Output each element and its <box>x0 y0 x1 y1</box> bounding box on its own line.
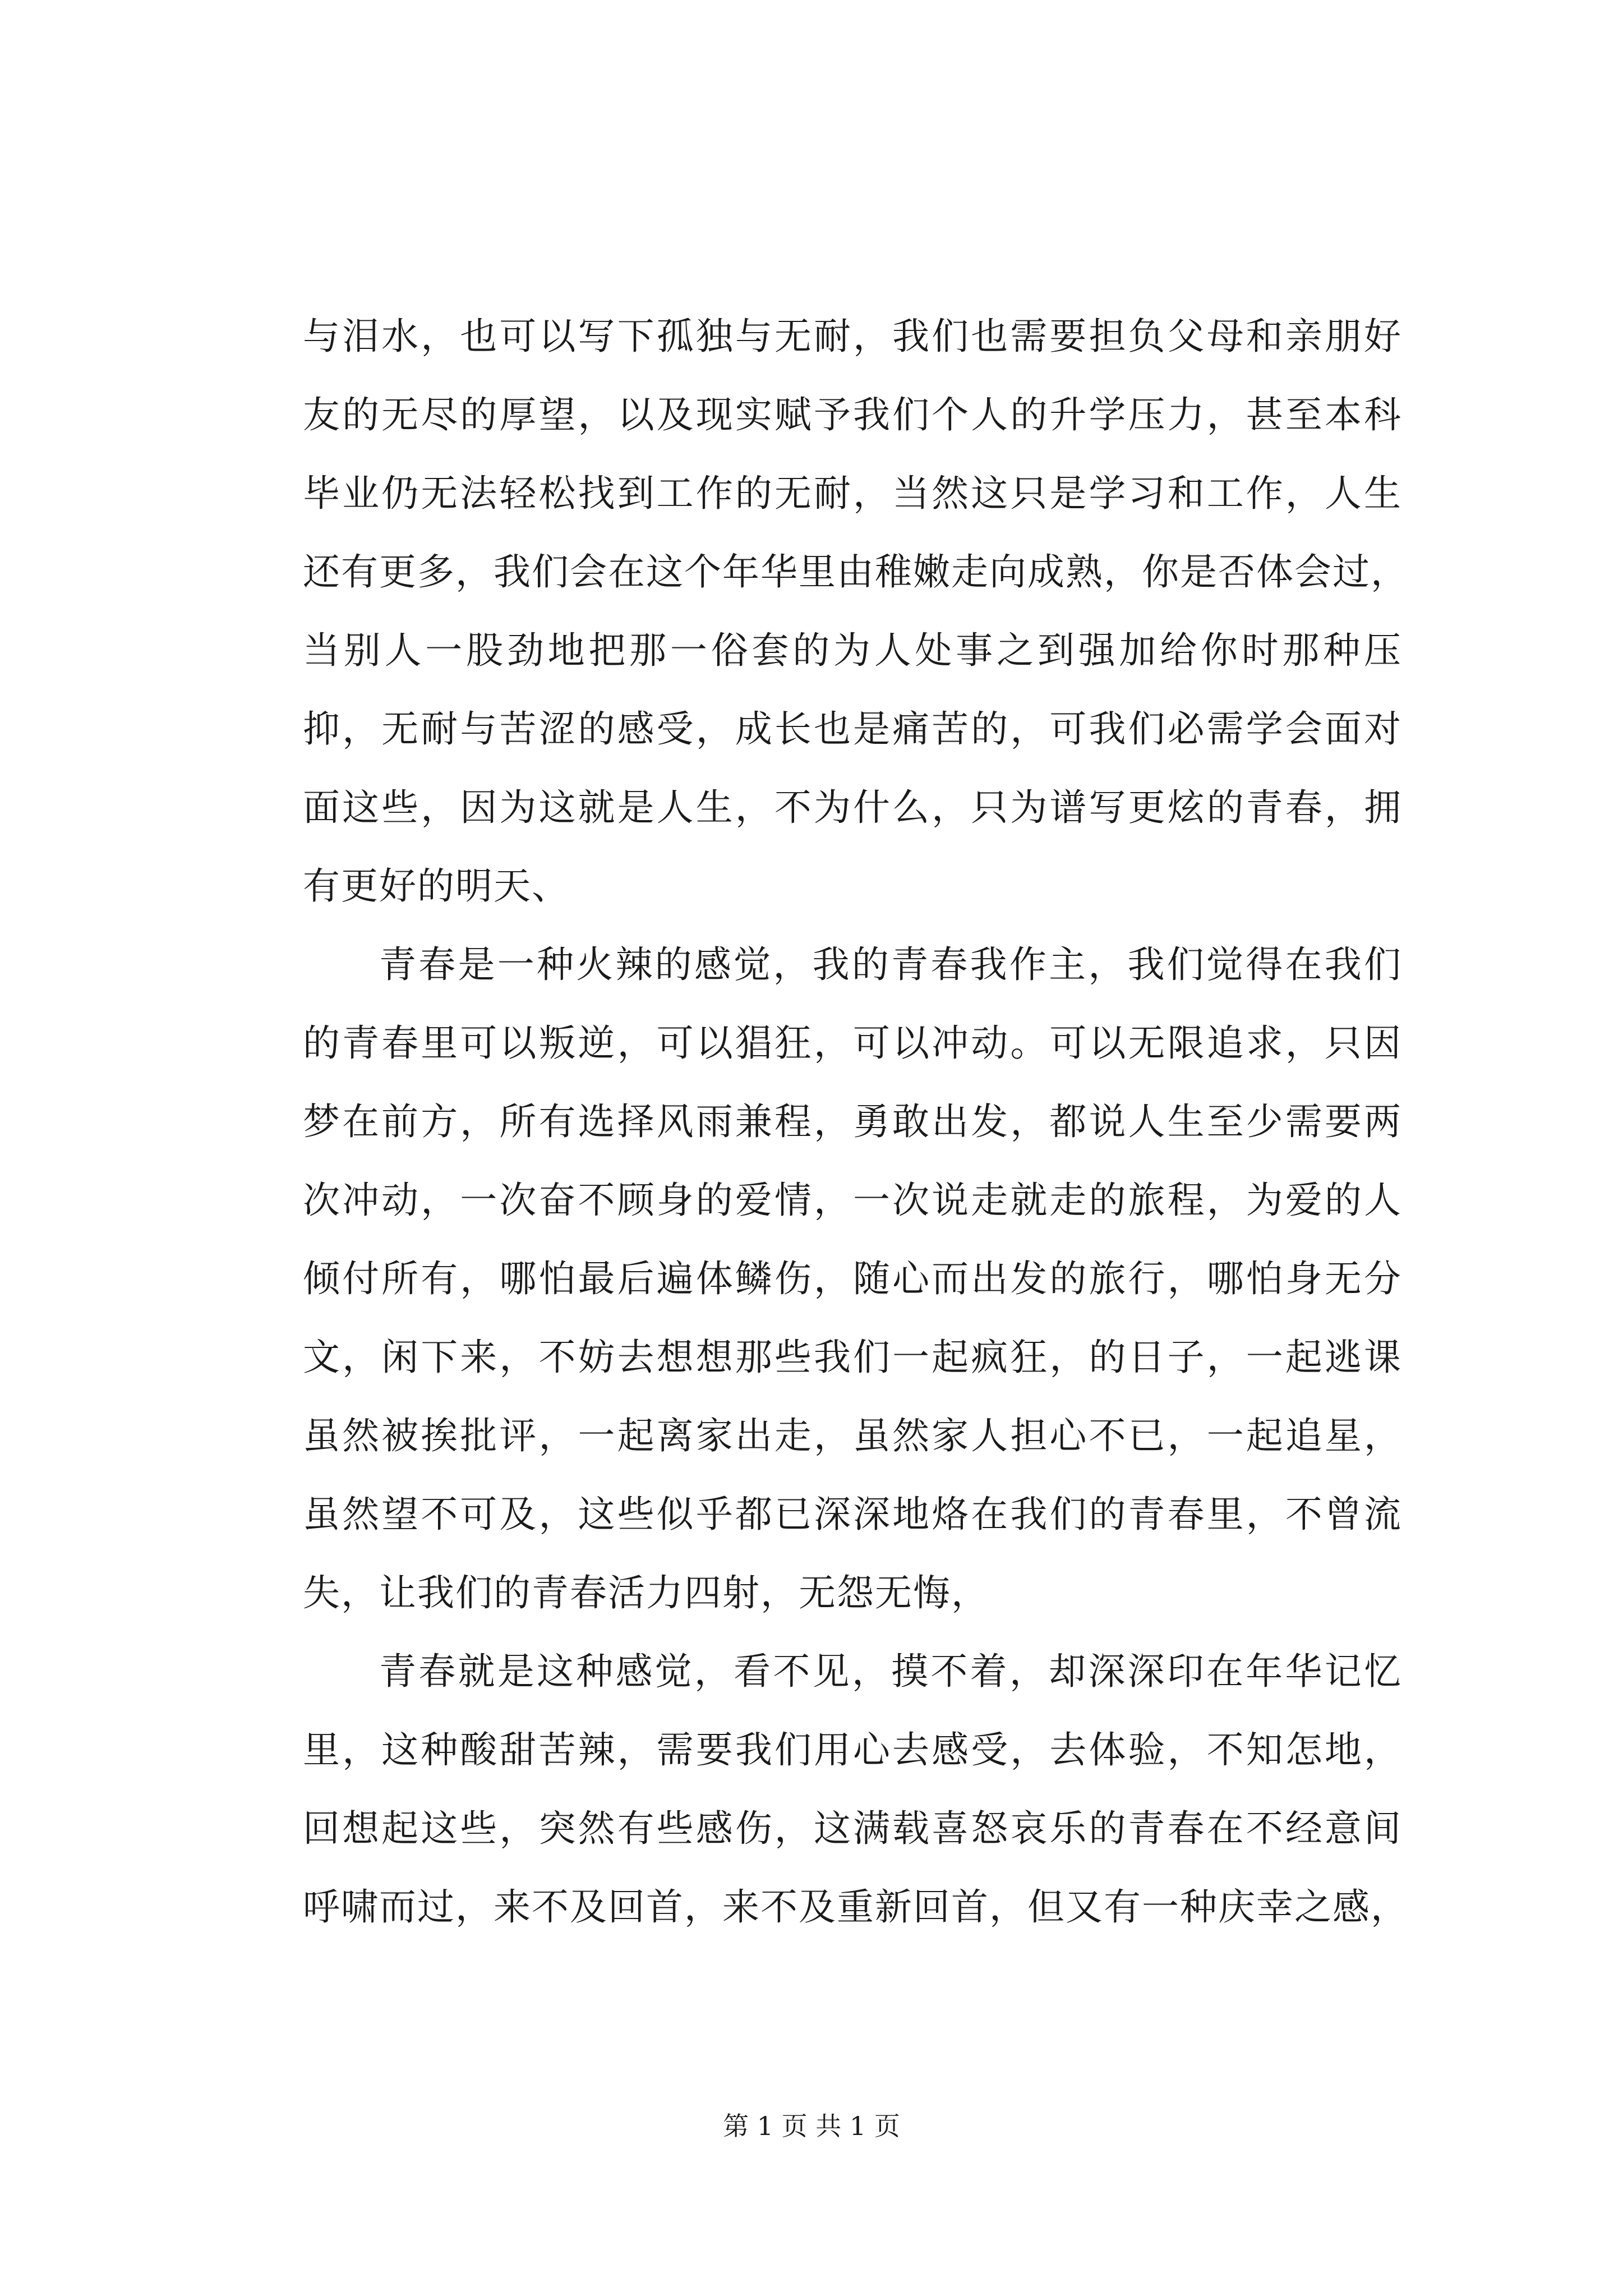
text-line: 梦在前方，所有选择风雨兼程，勇敢出发，都说人生至少需要两 <box>303 1100 1402 1143</box>
text-line: 还有更多，我们会在这个年华里由稚嫩走向成熟，你是否体会过， <box>303 550 1409 593</box>
text-line: 面这些，因为这就是人生，不为什么，只为谱写更炫的青春，拥 <box>303 786 1402 829</box>
document-body <box>303 297 1409 1947</box>
text-line: 失，让我们的青春活力四射，无怨无悔， <box>303 1571 989 1614</box>
text-line: 当别人一股劲地把那一俗套的为人处事之到强加给你时那种压 <box>303 629 1402 672</box>
text-line: 倾付所有，哪怕最后遍体鳞伤，随心而出发的旅行，哪怕身无分 <box>303 1257 1402 1300</box>
text-line: 青春是一种火辣的感觉，我的青春我作主，我们觉得在我们 <box>379 943 1402 986</box>
paragraph-3 <box>303 1632 1409 1947</box>
text-line: 的青春里可以叛逆，可以猖狂，可以冲动。可以无限追求，只因 <box>303 1022 1402 1065</box>
text-line: 次冲动，一次奋不顾身的爱情，一次说走就走的旅程，为爱的人 <box>303 1179 1402 1222</box>
text-line: 呼啸而过，来不及回首，来不及重新回首，但又有一种庆幸之感， <box>303 1885 1409 1929</box>
text-line: 有更好的明天、 <box>303 864 570 908</box>
text-line: 与泪水，也可以写下孤独与无耐，我们也需要担负父母和亲朋好 <box>303 315 1402 358</box>
text-line: 回想起这些，突然有些感伤，这满载喜怒哀乐的青春在不经意间 <box>303 1807 1402 1850</box>
text-line: 毕业仍无法轻松找到工作的无耐，当然这只是学习和工作，人生 <box>303 472 1402 515</box>
text-line: 里，这种酸甜苦辣，需要我们用心去感受，去体验，不知怎地， <box>303 1728 1402 1772</box>
text-line: 文，闲下来，不妨去想想那些我们一起疯狂，的日子，一起逃课 <box>303 1336 1402 1379</box>
text-line: 虽然望不可及，这些似乎都已深深地烙在我们的青春里，不曾流 <box>303 1493 1402 1536</box>
page-number-label: 第 1 页 共 1 页 <box>723 2111 900 2141</box>
text-line: 虽然被挨批评，一起离家出走，虽然家人担心不已，一起追星， <box>303 1414 1402 1457</box>
text-line: 青春就是这种感觉，看不见，摸不着，却深深印在年华记忆 <box>379 1650 1402 1693</box>
paragraph-1 <box>303 297 1409 926</box>
paragraph-2 <box>303 926 1402 1632</box>
page-footer <box>0 2109 1623 2143</box>
text-line: 友的无尽的厚望，以及现实赋予我们个人的升学压力，甚至本科 <box>303 393 1402 436</box>
text-line: 抑，无耐与苦涩的感受，成长也是痛苦的，可我们必需学会面对 <box>303 707 1402 751</box>
